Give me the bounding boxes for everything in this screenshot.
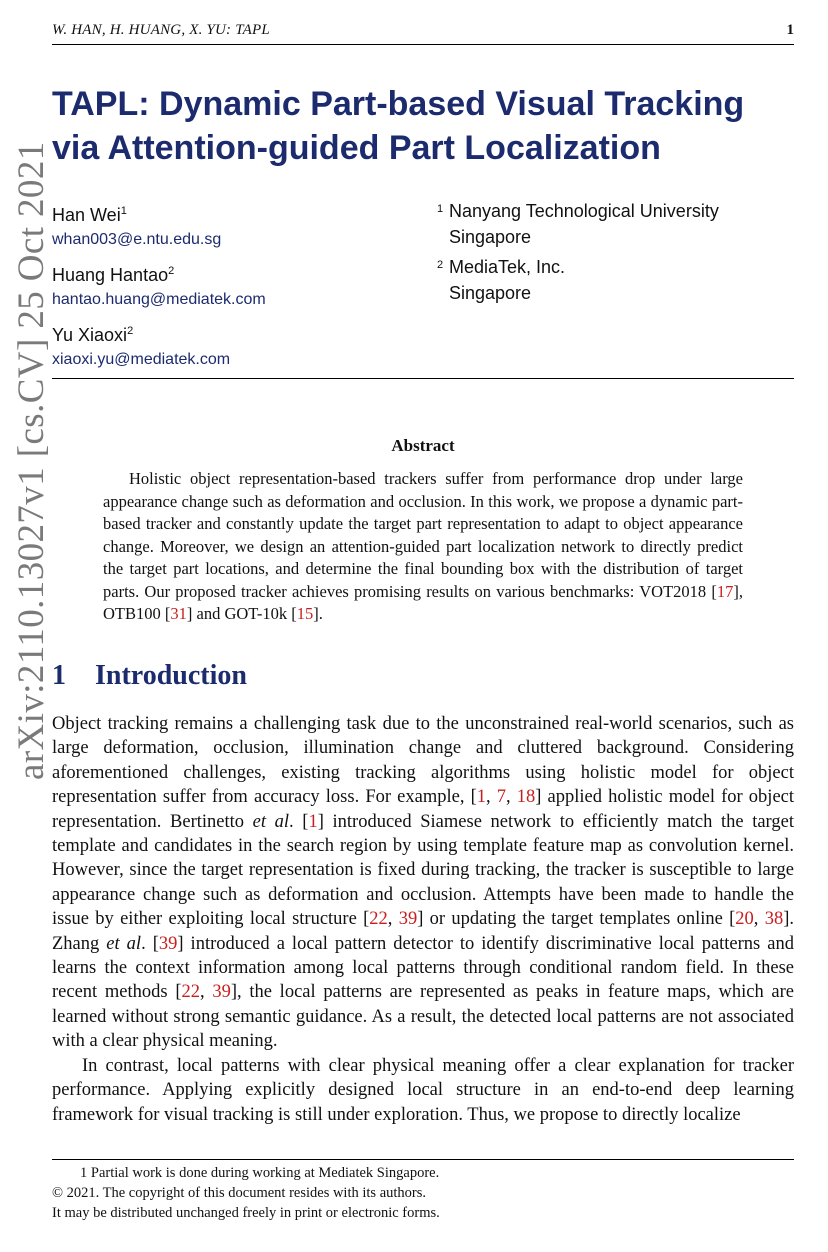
citation-link[interactable]: 17 bbox=[716, 581, 734, 601]
running-title: W. HAN, H. HUANG, X. YU: TAPL bbox=[52, 22, 270, 38]
citation-link[interactable]: 22 bbox=[369, 909, 388, 930]
author-name: Han Wei$^1$ bbox=[52, 205, 127, 225]
body-text bbox=[52, 712, 794, 1127]
running-header bbox=[52, 20, 794, 45]
paper-title bbox=[52, 82, 794, 170]
paragraph: Object tracking remains a challenging task due to the unconstrained real-world scenarios, such as large deformation, occlusion, illumination change and cluttered background. Considering aforementioned challenges, existing tracking algorithms using holistic model for object representation suffer from accuracy loss. For example, [1, 7, 18] applied holistic model for object representation. Bertinetto et al. [1] introduced Siamese network to efficiently match the target template and candidates in the search region by using template feature map as convolution kernel. However, since the target representation is fixed during tracking, the tracker is susceptible to large appearance change such as deformation and occlusion. Attempts have been made to handle the issue by either exploiting local structure [22, 39] or updating the target templates online [20, 38]. Zhang et al. [39] introduced a local pattern detector to identify discriminative local patterns and learns the context information among local patterns through conditional random field. In these recent methods [22, 39], the local patterns are represented as peaks in feature maps, which are learned without strong semantic guidance. As a result, the detected local patterns are not associated with a clear physical meaning. bbox=[52, 714, 795, 1052]
citation-link[interactable]: 1 bbox=[308, 811, 318, 832]
section-title: Introduction bbox=[95, 660, 247, 691]
section-number: 1 bbox=[52, 660, 66, 691]
citation-link[interactable]: 39 bbox=[212, 982, 231, 1003]
citation-link[interactable]: 39 bbox=[158, 933, 178, 954]
page-number: 1 bbox=[786, 22, 794, 38]
citation-link[interactable]: 22 bbox=[181, 982, 200, 1003]
arxiv-stamp: arXiv:2110.13027v1 [cs.CV] 25 Oct 2021 bbox=[11, 141, 52, 780]
affiliation: 1 Nanyang Technological University Singapore bbox=[437, 201, 719, 247]
abstract-text: Holistic object representation-based trackers suffer from performance drop under large appearance change such as deformation and occlusion. In this work, we propose a dynamic part-based tracker and constantly update the target part representation to adapt to object appearance change. Moreover, we design an attention-guided part localization network to directly predict the target part locations, and determine the final bounding box with the distribution of target parts. Our proposed tracker achieves promising results on various benchmarks: VOT2018 [17], OTB100 [31] and GOT-10k [15]. bbox=[103, 469, 743, 623]
affiliation: 2 MediaTek, Inc. Singapore bbox=[437, 257, 566, 303]
citation-link[interactable]: 20 bbox=[735, 909, 754, 930]
citation-link[interactable]: 39 bbox=[398, 909, 418, 930]
divider bbox=[52, 378, 794, 379]
distribution-notice: It may be distributed unchanged freely in print or electronic forms. bbox=[52, 1205, 440, 1221]
title-line-1: TAPL: Dynamic Part-based Visual Tracking bbox=[52, 85, 745, 123]
paragraph: In contrast, local patterns with clear physical meaning offer a clear explanation for tracker performance. Applying explicitly designed local structure in an end-to-end deep learning framework for visual tracking is still under exploration. Thus, we propose to directly localize bbox=[52, 1055, 794, 1125]
citation-link[interactable]: 18 bbox=[516, 787, 536, 808]
author-email-link[interactable]: whan003@e.ntu.edu.sg bbox=[52, 231, 222, 248]
author-list bbox=[52, 198, 432, 378]
copyright-notice: © 2021. The copyright of this document resides with its authors. bbox=[52, 1185, 427, 1201]
citation-link[interactable]: 7 bbox=[496, 787, 506, 808]
author-email-link[interactable]: hantao.huang@mediatek.com bbox=[52, 291, 266, 308]
section-heading bbox=[52, 660, 794, 692]
abstract-heading: Abstract bbox=[391, 436, 455, 455]
title-line-2: via Attention-guided Part Localization bbox=[52, 129, 661, 167]
footnotes bbox=[52, 1163, 794, 1223]
citation-link[interactable]: 38 bbox=[764, 909, 784, 930]
author-name: Yu Xiaoxi$^2$ bbox=[52, 325, 134, 345]
citation-link[interactable]: 15 bbox=[296, 604, 314, 623]
citation-link[interactable]: 1 bbox=[476, 787, 486, 808]
citation-link[interactable]: 31 bbox=[170, 604, 187, 623]
affiliation-list bbox=[437, 198, 797, 310]
author-email-link[interactable]: xiaoxi.yu@mediatek.com bbox=[52, 351, 231, 368]
footnote: 1 Partial work is done during working at Mediatek Singapore. bbox=[80, 1165, 440, 1181]
author-name: Huang Hantao$^2$ bbox=[52, 265, 175, 285]
footnote-divider bbox=[52, 1159, 794, 1160]
